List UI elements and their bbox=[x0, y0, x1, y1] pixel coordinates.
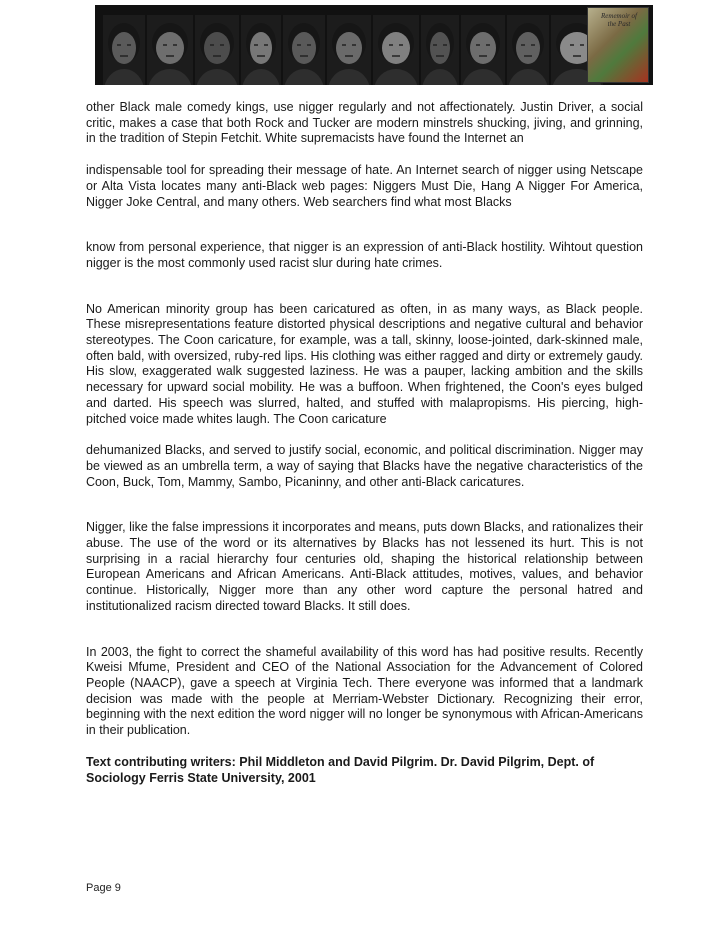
header-banner bbox=[95, 5, 653, 85]
portrait-man-1 bbox=[147, 15, 193, 85]
page-number: Page 9 bbox=[86, 882, 121, 894]
paragraph-2: indispensable tool for spreading their message of hate. An Internet search of nigger using Netscape or Alta Vista locates many anti-Black web pages: Niggers Must Die, Hang A Nigger For America, Nigger Joke Central, and many others. Web searchers find what most Blacks bbox=[86, 163, 643, 209]
portrait-man-2 bbox=[241, 15, 281, 85]
credits-text: Text contributing writers: Phil Middleton and David Pilgrim. Dr. David Pilgrim, Dept. of Sociology Ferris State University, 2001 bbox=[86, 754, 595, 785]
portrait-woman-2 bbox=[195, 15, 239, 85]
portrait-woman-4 bbox=[421, 15, 459, 85]
paragraph-6: Nigger, like the false impressions it incorporates and means, puts down Blacks, and rationalizes their abuse. The use of the word or its alternatives by Blacks has not lessened its hurt. This is not surprising in a racial hierarchy four centuries old, shaping the historical relationship between European Americans and African Americans. Anti-Black attitudes, motives, values, and behavior continue. Historically, Nigger more than any other word capture the personal hatred and institutionalized racism directed toward Blacks. It still does. bbox=[86, 520, 643, 613]
art-panel-image bbox=[587, 7, 649, 83]
portrait-woman-3 bbox=[327, 15, 371, 85]
paragraph-7: In 2003, the fight to correct the shameful availability of this word has had positive results. Recently Kweisi Mfume, President and CEO of the National Association for the Advancement of Colored People (NAACP), gave a speech at Virginia Tech. There everyone was informed that a landmark decision was made with the people at Merriam-Webster Dictionary. Recognizing their error, beginning with the next edition the word nigger will no longer be synonymous with African-Americans in their publication. bbox=[86, 644, 643, 738]
paragraph-5: dehumanized Blacks, and served to justify social, economic, and political discrimination. Nigger may be viewed as an umbrella term, a way of saying that Blacks have the negative characteristics of the Coon, Buck, Tom, Mammy, Sambo, Picaninny, and other anti-Black caricatures. bbox=[86, 443, 643, 489]
paragraph-3: know from personal experience, that nigger is an expression of anti-Black hostility. Wihtout question nigger is the most commonly used racist slur during hate crimes. bbox=[86, 240, 643, 270]
portrait-man-5 bbox=[461, 15, 505, 85]
art-caption: Rememoir of the Past bbox=[601, 12, 637, 28]
document-body bbox=[86, 100, 643, 786]
paragraph-1: other Black male comedy kings, use nigger regularly and not affectionately. Justin Driver, a social critic, makes a case that both Rock and Tucker are modern minstrels shucking, jiving, and grinning, in the tradition of Stepin Fetchit. White supremacists have found the Internet an bbox=[86, 100, 643, 146]
paragraph-4: No American minority group has been caricatured as often, in as many ways, as Black people. These misrepresentations feature distorted physical descriptions and negative cultural and behavior stereotypes. The Coon caricature, for example, was a tall, skinny, loose-jointed, dark-skinned male, often bald, with oversized, ruby-red lips. His clothing was either ragged and dirty or extremely gaudy. His slow, exaggerated walk suggested laziness. He was a pauper, lacking ambition and the skills necessary for upward social mobility. He was a buffoon. When frightened, the Coon's eyes bulged and darted. His speech was slurred, halted, and stuffed with malapropisms. His piercing, high-pitched voice made whites laugh. The Coon caricature bbox=[86, 301, 643, 426]
portrait-man-6 bbox=[507, 15, 549, 85]
portrait-woman-1 bbox=[103, 15, 145, 85]
portrait-man-4 bbox=[373, 15, 419, 85]
portrait-man-3 bbox=[283, 15, 325, 85]
